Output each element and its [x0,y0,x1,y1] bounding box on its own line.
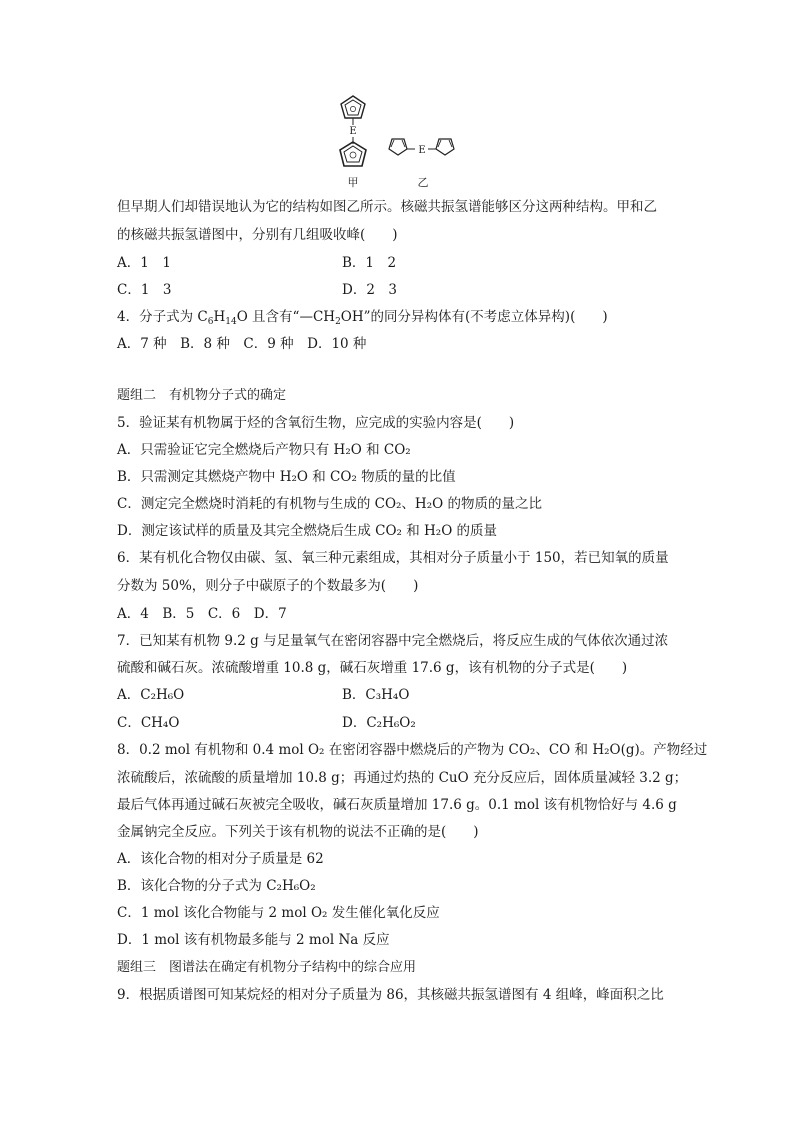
q8-option-b: B．该化合物的分子式为 C₂H₆O₂ [117,878,316,894]
q8-line2: 浓硫酸后，浓硫酸的质量增加 10.8 g；再通过灼热的 CuO 充分反应后，固体质量减轻 3.2 g； [117,770,688,786]
q5-stem: 5．验证某有机物属于烃的含氧衍生物，应完成的实验内容是( ) [117,415,515,431]
q3-option-c: C．1 3 [117,282,172,298]
bottom-ring-icon [340,142,366,166]
q8-option-a: A．该化合物的相对分子质量是 62 [117,851,324,867]
q9-line1: 9．根据质谱图可知某烷烃的相对分子质量为 86，其核磁共振氢谱图有 4 组峰，峰面积之比 [117,987,664,1003]
left-cyclopentadiene-icon [389,139,407,155]
atom-e-top: E [349,126,357,137]
label-jia: 甲 [347,176,359,189]
q3-option-a: A．1 1 [117,255,171,271]
q3-line2: 的核磁共振氢谱图中，分别有几组吸收峰( ) [117,227,398,243]
q7-line2: 硫酸和碱石灰。浓硫酸增重 10.8 g，碱石灰增重 17.6 g，该有机物的分子式是( ) [117,660,628,676]
label-yi: 乙 [417,176,429,189]
structure-diagram [320,92,480,192]
q5-option-b: B．只需测定其燃烧产物中 H₂O 和 CO₂ 物质的量的比值 [117,469,456,485]
q8-line3: 最后气体再通过碱石灰被完全吸收，碱石灰质量增加 17.6 g。0.1 mol 该有机物恰好与 4.6 g [117,797,677,813]
right-cyclopentadiene-icon [436,139,454,155]
q5-option-a: A．只需验证它完全燃烧后产物只有 H₂O 和 CO₂ [117,442,411,458]
q8-line4: 金属钠完全反应。下列关于该有机物的说法不正确的是( ) [117,824,479,840]
q7-option-d: D．C₂H₆O₂ [342,715,416,731]
q4-options: A．7 种 B．8 种 C．9 种 D．10 种 [117,336,367,352]
top-ring-icon [341,96,365,118]
q5-option-d: D．测定该试样的质量及其完全燃烧后生成 CO₂ 和 H₂O 的质量 [117,523,498,539]
atom-e-middle: E [418,145,426,156]
q7-line1: 7．已知某有机物 9.2 g 与足量氧气在密闭容器中完全燃烧后，将反应生成的气体依次通过浓 [117,633,669,649]
section-3-heading: 题组三 图谱法在确定有机物分子结构中的综合应用 [117,960,417,975]
q8-option-c: C．1 mol 该化合物能与 2 mol O₂ 发生催化氧化反应 [117,905,440,921]
q8-option-d: D．1 mol 该有机物最多能与 2 mol Na 反应 [117,932,390,948]
q6-line2: 分数为 50%，则分子中碳原子的个数最多为( ) [117,578,419,594]
q5-option-c: C．测定完全燃烧时消耗的有机物与生成的 CO₂、H₂O 的物质的量之比 [117,496,542,512]
q6-options: A．4 B．5 C．6 D．7 [117,606,287,622]
q7-option-a: A．C₂H₆O [117,687,185,703]
q8-line1: 8．0.2 mol 有机物和 0.4 mol O₂ 在密闭容器中燃烧后的产物为 CO₂、CO 和 H₂O(g)。产物经过 [117,742,708,758]
q7-option-b: B．C₃H₄O [342,687,410,703]
section-2-heading: 题组二 有机物分子式的确定 [117,388,287,403]
q3-option-b: B．1 2 [342,255,397,271]
structure-figure [320,92,480,192]
q6-line1: 6．某有机化合物仅由碳、氢、氧三种元素组成，其相对分子质量小于 150，若已知氧的质量 [117,550,669,566]
q7-option-c: C．CH₄O [117,715,180,731]
q4-stem: 4．分子式为 $C_6H_{14}O$ 且含有“$—CH_2OH$”的同分异构体有(不考虑立体异构)( ) [117,309,608,327]
q3-option-d: D．2 3 [342,282,398,298]
q3-line1: 但早期人们却错误地认为它的结构如图乙所示。核磁共振氢谱能够区分这两种结构。甲和乙 [117,199,657,215]
